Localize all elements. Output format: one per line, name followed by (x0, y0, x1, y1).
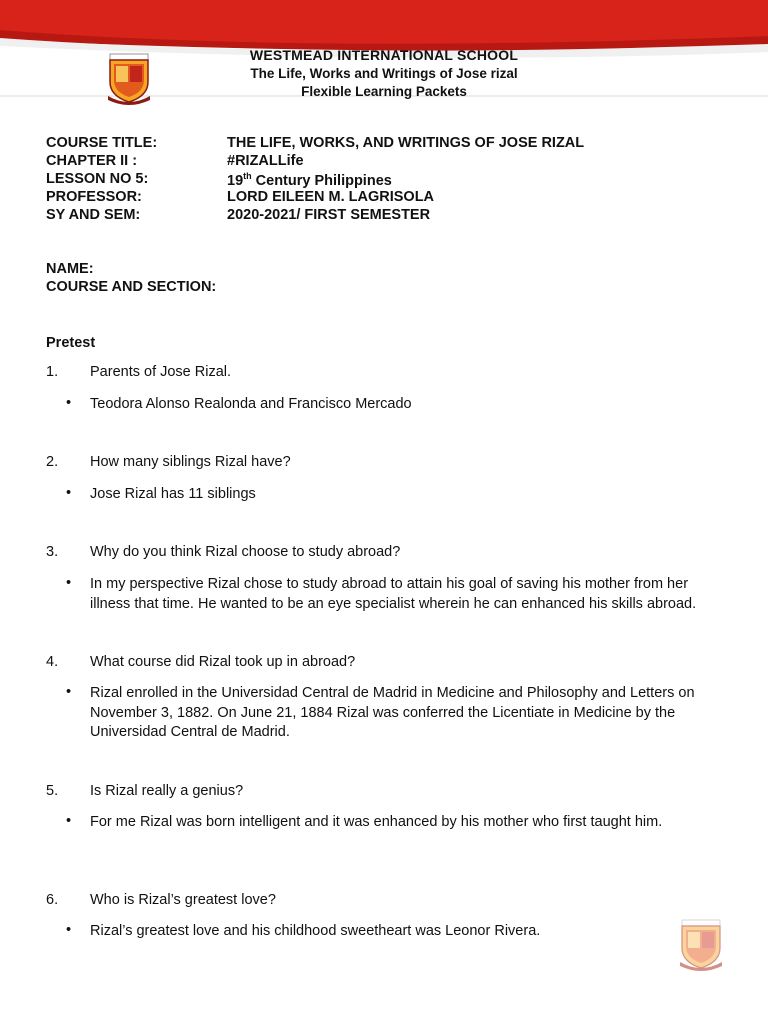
watermark-seal-logo (676, 918, 726, 972)
packet-title: Flexible Learning Packets (301, 84, 467, 99)
answer-text: Rizal’s greatest love and his childhood sweetheart was Leonor Rivera. (90, 923, 541, 939)
chapter-value: #RIZALLife (227, 153, 304, 169)
question-number: 6. (46, 892, 59, 908)
bullet-icon: • (66, 395, 72, 411)
pretest-heading: Pretest (46, 335, 96, 351)
question-number: 2. (46, 454, 59, 470)
bullet-icon: • (66, 922, 72, 938)
answer-text: In my perspective Rizal chose to study abroad to attain his goal of saving his mother from her illness that time. He wanted to be an eye specialist wherein he can enhanced his skills abroad. (90, 576, 697, 612)
question-number: 4. (46, 654, 59, 670)
sy-sem-value: 2020-2021/ FIRST SEMESTER (227, 207, 431, 223)
bullet-icon: • (66, 684, 72, 700)
answer-text: Jose Rizal has 11 siblings (90, 486, 256, 502)
professor-label: PROFESSOR: (46, 189, 142, 205)
school-name: WESTMEAD INTERNATIONAL SCHOOL (249, 47, 519, 63)
question-text: Who is Rizal’s greatest love? (90, 892, 276, 908)
chapter-label: CHAPTER II : (46, 153, 138, 169)
sy-sem-label: SY AND SEM: (46, 207, 141, 223)
answer-text: Rizal enrolled in the Universidad Central de Madrid in Medicine and Philosophy and Letters on November 3, 1882. On June 21, 1884 Rizal was conferred the Licentiate in Medicine by the Universidad Central de Madrid. (90, 685, 695, 741)
course-title-label: COURSE TITLE: (46, 135, 158, 151)
question-text: Parents of Jose Rizal. (90, 364, 232, 380)
question-text: What course did Rizal took up in abroad? (90, 654, 356, 670)
professor-value: LORD EILEEN M. LAGRISOLA (227, 189, 435, 205)
bullet-icon: • (66, 575, 72, 591)
question-number: 3. (46, 544, 59, 560)
question-text: Is Rizal really a genius? (90, 783, 244, 799)
course-title-value: THE LIFE, WORKS, AND WRITINGS OF JOSE RIZAL (227, 135, 585, 151)
bullet-icon: • (66, 485, 72, 501)
lesson-label: LESSON NO 5: (46, 171, 149, 187)
question-number: 1. (46, 364, 59, 380)
bullet-icon: • (66, 813, 72, 829)
lesson-value: 19th Century Philippines (227, 171, 392, 189)
course-section-label: COURSE AND SECTION: (46, 279, 217, 295)
answer-text: For me Rizal was born intelligent and it was enhanced by his mother who first taught him. (90, 814, 663, 830)
student-name-label: NAME: (46, 261, 94, 277)
question-number: 5. (46, 783, 59, 799)
question-text: Why do you think Rizal choose to study abroad? (90, 544, 401, 560)
course-subtitle: The Life, Works and Writings of Jose rizal (250, 66, 518, 81)
answer-text: Teodora Alonso Realonda and Francisco Mercado (90, 396, 412, 412)
question-text: How many siblings Rizal have? (90, 454, 291, 470)
